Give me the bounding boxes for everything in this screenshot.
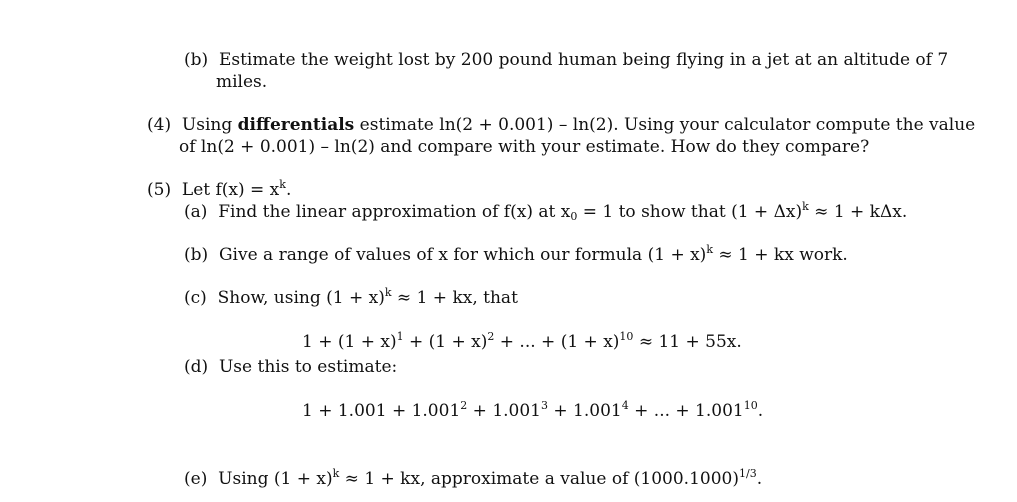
eq2-e2: 3 [541,399,548,412]
eq2-t5: . [757,401,764,421]
equation-2 [302,400,763,422]
item-3b-text-line2: miles. [216,72,268,92]
item-5b-exp: k [706,243,713,256]
eq2-t3: + 1.001 [548,401,622,421]
eq2-t2: + 1.001 [467,401,541,421]
eq1-e1: 1 [396,330,404,343]
eq2-t4: + ... + 1.001 [628,401,744,421]
item-3b-cont [216,71,267,93]
item-5a-exp: k [802,200,809,213]
item-5a-sub: 0 [570,210,578,223]
item-5d-label: (d) [184,357,209,377]
item-5e-exp: k [332,467,340,480]
eq1-t2: + (1 + x) [403,332,488,352]
eq1-e2: 2 [487,330,495,343]
item-5e [184,468,762,490]
item-5e-exp2: 1/3 [738,467,757,480]
eq2-e4: 10 [743,399,758,412]
item-4-pre: Using [181,115,238,135]
item-5c-label: (c) [184,288,207,308]
eq1-e3: 10 [619,330,634,343]
item-5a [184,201,907,223]
eq2-e3: 4 [621,399,629,412]
item-5b-part1: Give a range of values of x for which our formula (1 + x) [218,245,707,265]
item-5-text: Let f(x) = x [181,180,280,200]
item-3b-text-line1: Estimate the weight lost by 200 pound human being flying in a jet at an altitude of 7 [218,50,949,70]
item-5b [184,244,848,266]
item-5d-text: Use this to estimate: [218,357,398,377]
item-4-line1-rest: estimate ln(2 + 0.001) – ln(2). Using your calculator compute the value [354,115,976,135]
item-5b-part2: ≈ 1 + kx work. [713,245,848,265]
item-3b-label: (b) [184,50,209,70]
item-5a-label: (a) [184,202,208,222]
item-4-label: (4) [147,115,172,135]
item-5e-part1: Using (1 + x) [218,469,333,489]
item-5d [184,356,397,378]
item-4-bold: differentials [237,115,355,135]
item-5a-part2: = 1 to show that (1 + Δx) [577,202,803,222]
eq2-e1: 2 [460,399,468,412]
item-3b [184,49,948,71]
item-5-exp: k [279,178,286,191]
item-5a-part3: ≈ 1 + kΔx. [808,202,908,222]
equation-1 [302,331,742,353]
item-4 [147,114,975,136]
item-5c [184,287,518,309]
item-4-cont [179,136,869,158]
eq1-t4: ≈ 11 + 55x. [633,332,742,352]
eq1-t1: 1 + (1 + x) [302,332,397,352]
item-5e-label: (e) [184,469,208,489]
item-5c-exp: k [384,286,392,299]
item-5b-label: (b) [184,245,209,265]
eq1-t3: + ... + (1 + x) [494,332,620,352]
item-5c-part2: ≈ 1 + kx, that [391,288,518,308]
item-5-label: (5) [147,180,172,200]
item-5 [147,179,291,201]
eq2-t1: 1 + 1.001 + 1.001 [302,401,461,421]
item-4-line2: of ln(2 + 0.001) – ln(2) and compare with your estimate. How do they compare? [179,137,870,157]
item-5e-part3: . [756,469,763,489]
item-5a-part1: Find the linear approximation of f(x) at x [218,202,571,222]
item-5e-part2: ≈ 1 + kx, approximate a value of (1000.1000) [339,469,739,489]
item-5-end: . [285,180,292,200]
item-5c-part1: Show, using (1 + x) [217,288,385,308]
